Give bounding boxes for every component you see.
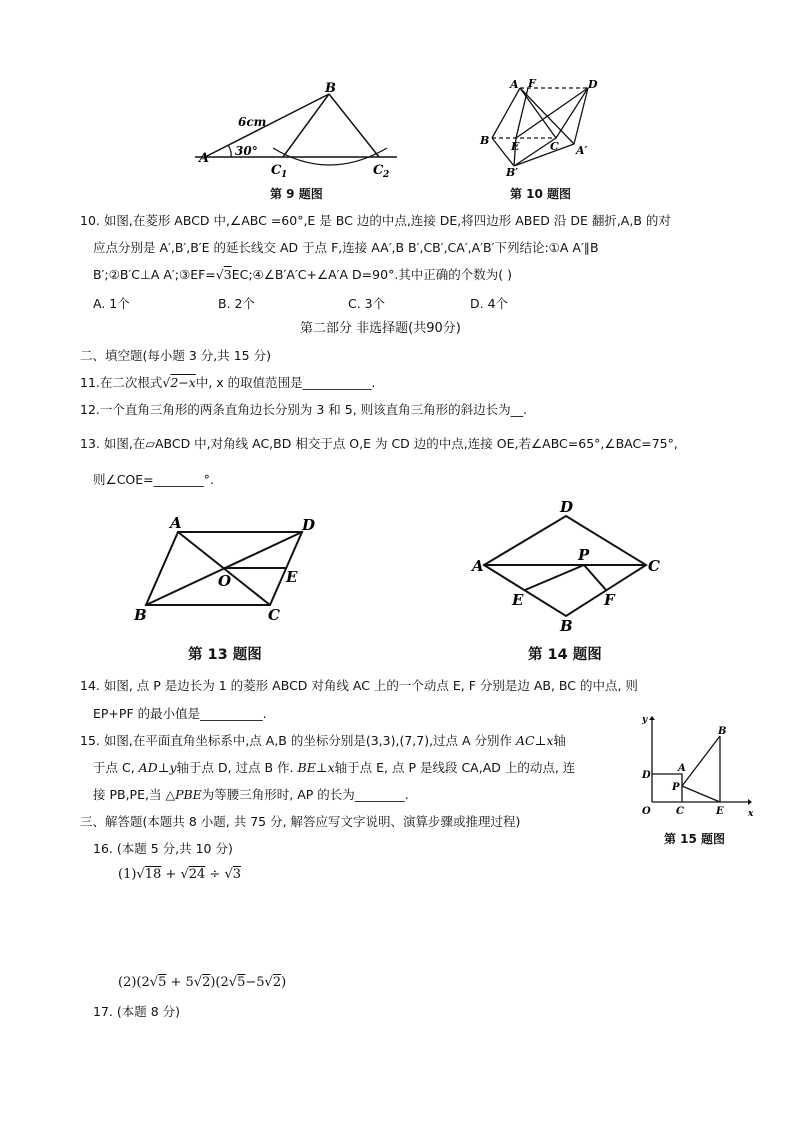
q10-option-b: B. 2个: [218, 296, 255, 311]
fig14-label-B: B: [560, 617, 573, 635]
fig10-label-A: A: [510, 78, 519, 91]
fig10-label-D: D: [588, 78, 598, 91]
q16-part-1: [118, 867, 241, 882]
figure-13-caption: 第 13 题图: [188, 647, 262, 663]
q13-line-2: 则∠COE=________°.: [93, 472, 214, 487]
figure-15-caption: 第 15 题图: [664, 832, 726, 846]
figure-9-svg: [195, 82, 405, 182]
fig9-label-C2: C: [373, 163, 384, 178]
q16-p2-mid-1: + 5: [166, 975, 194, 990]
q15-line-2-e: 轴于点 E, 点 P 是线段 CA,AD 上的动点, 连: [334, 760, 576, 775]
q16-p1-plus: +: [161, 867, 181, 882]
fig14-label-P: P: [578, 546, 590, 564]
fig9-label-C2-sub: 2: [383, 170, 390, 180]
q10-option-c: C. 3个: [348, 296, 386, 311]
fig13-label-C: C: [268, 606, 280, 624]
fig10-label-Aprime: A′: [576, 144, 588, 157]
figure-10-svg: [478, 78, 608, 178]
q16-p2-sqrt-c: √5: [228, 975, 246, 990]
q16-p1-sqrt-a: √18: [136, 867, 162, 882]
q16-p2-end: ): [281, 975, 287, 990]
fig10-label-F: F: [528, 77, 536, 90]
fig15-label-B: B: [718, 726, 727, 737]
q10-line-3-a: B′;②B′C⊥A A′;③EF=: [93, 267, 216, 282]
fig15-label-y: y: [642, 715, 648, 725]
fig9-label-angle: 30°: [235, 144, 258, 158]
q15-math-4: PBE: [175, 787, 202, 802]
figure-9-caption: 第 9 题图: [270, 187, 323, 201]
fig13-label-B: B: [134, 606, 147, 624]
q16-p2-sqrt-d: √2: [264, 975, 282, 990]
fig13-label-O: O: [218, 572, 232, 590]
figure-14-caption: 第 14 题图: [528, 647, 602, 663]
q10-line-2: 应点分别是 A′,B′,B′E 的延长线交 AD 于点 F,连接 AA′,B B′,CB′,CA′,A′B′下列结论:①A A′∥B: [93, 240, 599, 255]
q11-suffix: 中, x 的取值范围是___________.: [195, 375, 376, 390]
fig13-label-E: E: [286, 568, 298, 586]
q15-line-1-a: 15. 如图,在平面直角坐标系中,点 A,B 的坐标分别是(3,3),(7,7),过点 A 分别作: [80, 733, 517, 748]
q16-p2-radicand-b: 2: [202, 975, 211, 990]
figure-10: [478, 78, 608, 178]
fig14-label-E: E: [512, 591, 524, 609]
section-2-heading: 二、填空题(每小题 3 分,共 15 分): [80, 348, 271, 363]
q15-line-2-a: 于点 C,: [93, 760, 139, 775]
fig14-label-A: A: [472, 557, 484, 575]
figure-10-caption: 第 10 题图: [510, 187, 572, 201]
fig10-label-Bprime: B′: [506, 166, 519, 179]
fig9-label-C1: C: [271, 163, 282, 178]
q16-p2-mid-2: )(2: [210, 975, 229, 990]
q13-line-1: 13. 如图,在▱ABCD 中,对角线 AC,BD 相交于点 O,E 为 CD 边的中点,连接 OE,若∠ABC=65°,∠BAC=75°,: [80, 436, 678, 451]
figure-14-svg: [470, 498, 670, 638]
q11: [80, 374, 375, 392]
q17-title: 17. (本题 8 分): [93, 1004, 181, 1019]
fig9-label-side: 6cm: [238, 115, 267, 129]
q14-line-2: EP+PF 的最小值是__________.: [93, 706, 267, 721]
q11-radical: √2−x: [162, 375, 196, 390]
q16-p1-div: ÷: [205, 867, 225, 882]
q16-p2-radicand-a: 5: [158, 975, 167, 990]
q16-p2-label: (2)(2: [118, 975, 150, 990]
q12: 12.一个直角三角形的两条直角边长分别为 3 和 5, 则该直角三角形的斜边长为__.: [80, 402, 528, 417]
q10-line-3: [93, 266, 512, 284]
fig15-label-E: E: [716, 806, 724, 817]
sqrt3-radical: √3: [215, 267, 232, 282]
q10-option-d: D. 4个: [470, 296, 509, 311]
fig14-label-D: D: [560, 498, 574, 516]
fig10-label-B: B: [480, 134, 490, 147]
q15-line-3: [93, 786, 409, 804]
fig13-label-A: A: [170, 514, 182, 532]
fig10-label-E: E: [511, 140, 520, 153]
part-2-title: 第二部分 非选择题(共90分): [300, 321, 461, 336]
q15-line-3-a: 接 PB,PE,当 △: [93, 787, 176, 802]
q16-p2-mid-3: −5: [245, 975, 265, 990]
fig14-label-C: C: [648, 557, 660, 575]
fig13-label-D: D: [302, 516, 316, 534]
fig9-label-C1-sub: 1: [281, 170, 288, 180]
q10-option-a: A. 1个: [93, 296, 130, 311]
fig15-label-D: D: [642, 770, 651, 781]
q16-p2-radicand-d: 2: [272, 975, 282, 990]
q10-line-3-b: EC;④∠B′A′C+∠A′A D=90°.其中正确的个数为( ): [231, 267, 513, 282]
q15-line-1-c: 轴: [553, 733, 566, 748]
q15-line-3-c: 为等腰三角形时, AP 的长为________.: [201, 787, 409, 802]
q15-line-2-c: 轴于点 D, 过点 B 作.: [176, 760, 298, 775]
figure-13: [130, 510, 330, 625]
fig10-label-C: C: [550, 140, 559, 153]
q16-p2-sqrt-b: √2: [193, 975, 211, 990]
fig9-label-A: A: [199, 151, 210, 166]
q10-line-1: 10. 如图,在菱形 ABCD 中,∠ABC =60°,E 是 BC 边的中点,连接 DE,将四边形 ABED 沿 DE 翻折,A,B 的对: [80, 213, 671, 228]
q16-p1-sqrt-c: √3: [224, 867, 242, 882]
figure-13-svg: [130, 510, 330, 625]
fig15-label-P: P: [672, 782, 680, 793]
figure-15: [640, 714, 755, 824]
q16-p1-sqrt-b: √24: [180, 867, 206, 882]
section-3-heading: 三、解答题(本题共 8 小题, 共 75 分, 解答应写文字说明、演算步骤或推理过程): [80, 814, 521, 829]
q15-line-2: [93, 759, 575, 777]
q14-line-1: 14. 如图, 点 P 是边长为 1 的菱形 ABCD 对角线 AC 上的一个动点 E, F 分别是边 AB, BC 的中点, 则: [80, 678, 638, 693]
q16-p1-radicand-a: 18: [144, 867, 162, 882]
q16-p1-radicand-b: 24: [188, 867, 206, 882]
q15-line-1: [80, 732, 566, 750]
fig9-label-B: B: [325, 81, 336, 96]
fig15-label-x: x: [748, 809, 754, 819]
fig15-label-A: A: [678, 763, 686, 774]
q15-math-2: AD⊥y: [138, 760, 177, 775]
q16-p2-radicand-c: 5: [237, 975, 246, 990]
fig14-label-F: F: [604, 591, 615, 609]
q16-title: 16. (本题 5 分,共 10 分): [93, 841, 233, 856]
q15-math-1: AC⊥x: [516, 733, 554, 748]
q16-p1-radicand-c: 3: [232, 867, 242, 882]
q16-p2-sqrt-a: √5: [149, 975, 167, 990]
figure-15-svg: [640, 714, 755, 824]
figure-9: [195, 82, 405, 182]
fig15-label-O: O: [642, 806, 651, 817]
q11-prefix: 11.在二次根式: [80, 375, 163, 390]
q16-part-2: [118, 975, 286, 990]
q15-math-3: BE⊥x: [297, 760, 335, 775]
fig15-label-C: C: [676, 806, 684, 817]
q11-radicand: 2−x: [170, 375, 196, 390]
q16-p1-label: (1): [118, 867, 137, 882]
figure-14: [470, 498, 670, 638]
